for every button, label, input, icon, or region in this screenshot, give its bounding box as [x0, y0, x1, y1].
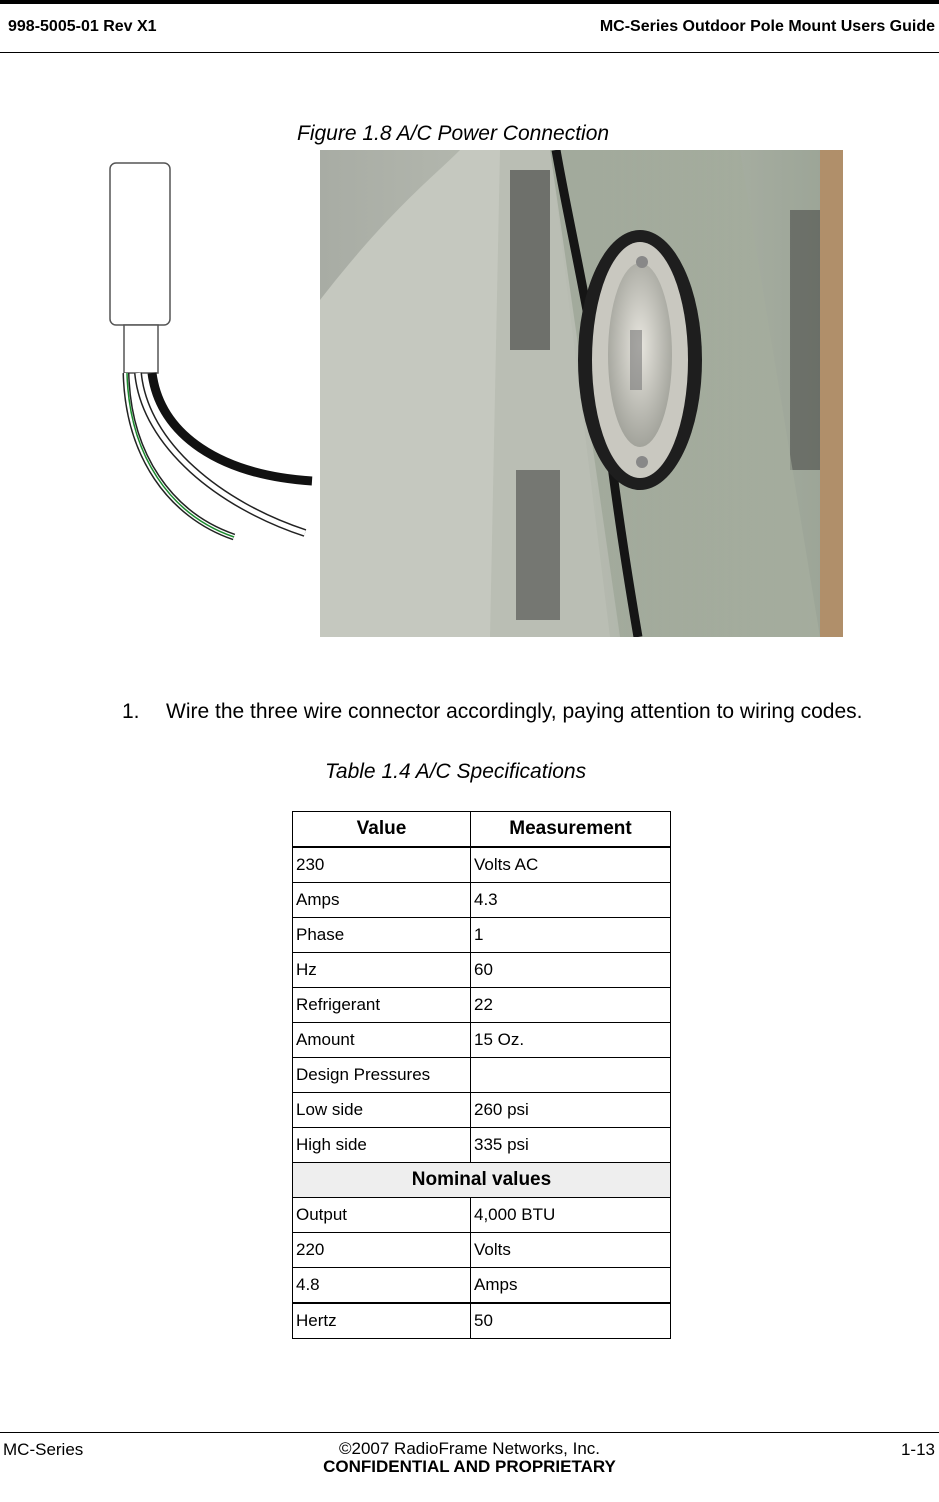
table-cell: Volts — [471, 1233, 671, 1268]
page-number: 1-13 — [900, 1440, 935, 1459]
table-cell: 4.8 — [293, 1268, 471, 1304]
table-cell: Design Pressures — [293, 1058, 471, 1093]
table-cell: Low side — [293, 1093, 471, 1128]
table-cell: 60 — [471, 953, 671, 988]
header-rule — [0, 0, 939, 4]
table-row — [293, 988, 671, 1023]
table-cell: 335 psi — [471, 1128, 671, 1163]
table-cell: Output — [293, 1198, 471, 1233]
section-label: Nominal values — [293, 1163, 671, 1198]
table-cell: Amount — [293, 1023, 471, 1058]
table-cell: 50 — [471, 1303, 671, 1339]
table-cell: 4,000 BTU — [471, 1198, 671, 1233]
table-row — [293, 1058, 671, 1093]
step-text: Wire the three wire connector accordingly, paying attention to wiring codes. — [166, 700, 863, 723]
table-cell: 15 Oz. — [471, 1023, 671, 1058]
power-cable-drawing — [100, 155, 320, 555]
table-row — [293, 953, 671, 988]
table-cell: 22 — [471, 988, 671, 1023]
table-cell: 1 — [471, 918, 671, 953]
table-cell: Refrigerant — [293, 988, 471, 1023]
table-cell: Hertz — [293, 1303, 471, 1339]
doc-number: 998-5005-01 Rev X1 — [8, 18, 157, 35]
table-row — [293, 847, 671, 883]
ac-connection-photo — [320, 150, 843, 637]
footer-divider — [0, 1432, 939, 1433]
footer-center — [0, 1440, 939, 1476]
table-row — [293, 1128, 671, 1163]
table-row — [293, 1198, 671, 1233]
footer-series: MC-Series — [3, 1440, 84, 1459]
table-row — [293, 918, 671, 953]
table-row — [293, 1023, 671, 1058]
table-caption: Table 1.4 A/C Specifications — [325, 760, 587, 783]
table-row — [293, 1233, 671, 1268]
column-header-measurement: Measurement — [471, 812, 671, 848]
table-cell: Volts AC — [471, 847, 671, 883]
header-divider — [0, 52, 939, 53]
table-cell: Hz — [293, 953, 471, 988]
table-header-row — [293, 812, 671, 848]
table-cell: 220 — [293, 1233, 471, 1268]
table-row — [293, 883, 671, 918]
table-row — [293, 1268, 671, 1304]
footer-confidential: CONFIDENTIAL AND PROPRIETARY — [323, 1457, 616, 1476]
table-cell: High side — [293, 1128, 471, 1163]
ac-specifications-table — [292, 811, 671, 1339]
table-cell: 230 — [293, 847, 471, 883]
footer-copyright: ©2007 RadioFrame Networks, Inc. — [338, 1439, 601, 1458]
table-cell: Amps — [471, 1268, 671, 1304]
figure-caption: Figure 1.8 A/C Power Connection — [297, 122, 610, 145]
table-cell: Phase — [293, 918, 471, 953]
table-cell: 260 psi — [471, 1093, 671, 1128]
table-cell: 4.3 — [471, 883, 671, 918]
section-row-nominal — [293, 1163, 671, 1198]
step-number: 1. — [122, 700, 140, 723]
table-row — [293, 1093, 671, 1128]
guide-title: MC-Series Outdoor Pole Mount Users Guide — [599, 18, 935, 35]
column-header-value: Value — [293, 812, 471, 848]
table-row — [293, 1303, 671, 1339]
table-cell — [471, 1058, 671, 1093]
step-1 — [122, 700, 862, 724]
table-cell: Amps — [293, 883, 471, 918]
